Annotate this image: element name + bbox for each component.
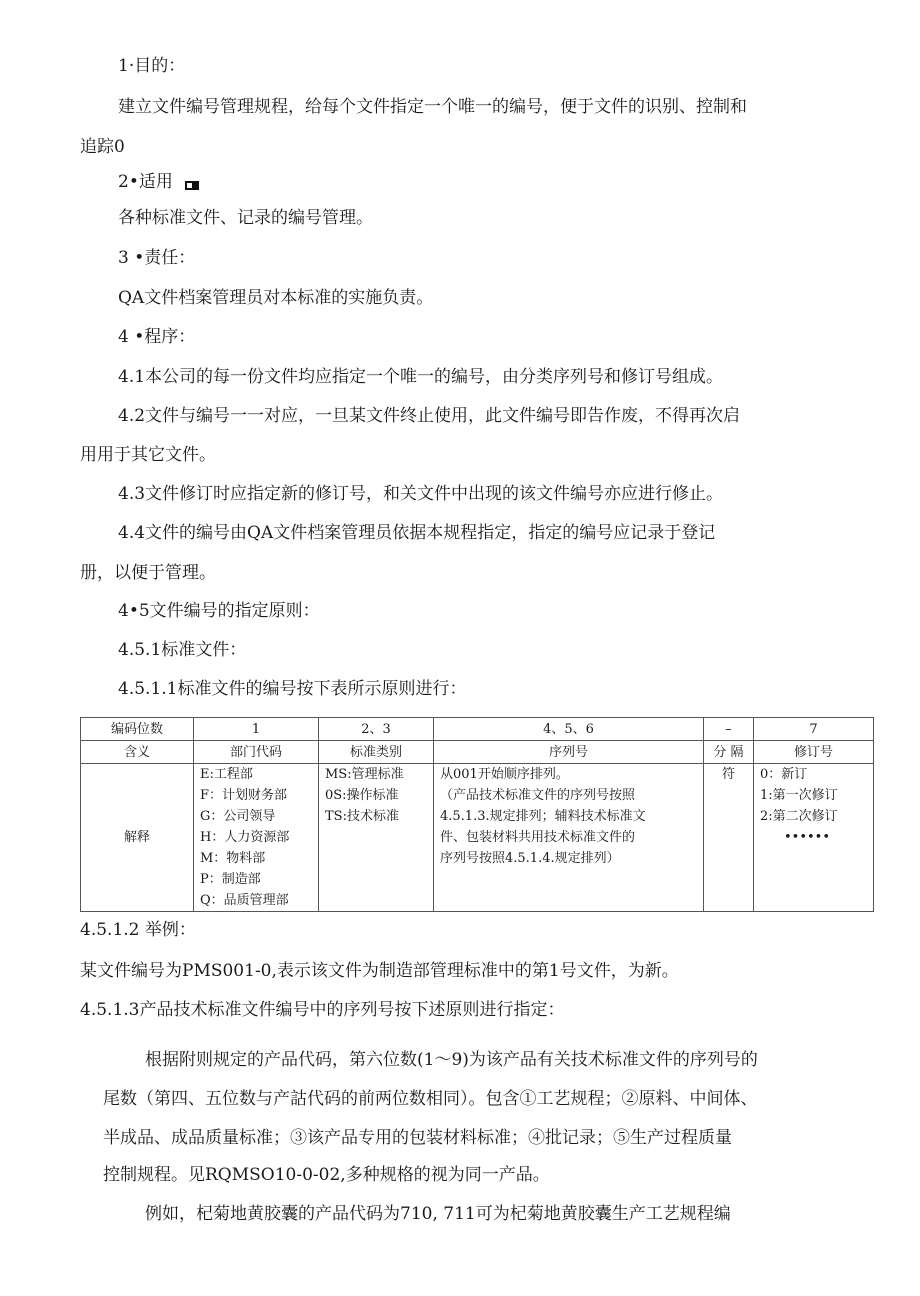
list-item: P：制造部 xyxy=(200,872,261,887)
list-item: 件、包装材料共用技术标准文件的 xyxy=(440,830,636,845)
example-rule-text: 例如，杞菊地黄胶囊的产品代码为710, 711可为杞菊地黄胶囊生产工艺规程编 xyxy=(145,1204,731,1224)
square-mark-icon xyxy=(185,181,199,190)
clause-4-5-1-2: 4.5.1.2 举例： xyxy=(80,920,196,940)
separator-cell: 符 xyxy=(704,764,754,912)
list-item: TS:技术标准 xyxy=(325,809,399,824)
heading-purpose: 1·目的： xyxy=(118,56,186,76)
list-item: MS:管理标准 xyxy=(325,767,404,782)
scope-text: 各种标准文件、记录的编号管理。 xyxy=(118,208,373,228)
list-item: 从001开始顺序排列。 xyxy=(440,767,569,782)
list-item: F：计划财务部 xyxy=(200,788,288,803)
heading-scope-label: 2•适用 xyxy=(118,172,173,192)
serial-number-cell xyxy=(434,764,704,912)
heading-scope xyxy=(118,171,199,193)
clause-4-4-line1: 4.4文件的编号由QA文件档案管理员依据本规程指定，指定的编号应记录于登记 xyxy=(118,523,716,543)
standard-category-cell xyxy=(319,764,434,912)
clause-4-5-1: 4.5.1标准文件： xyxy=(118,640,247,660)
table-cell: – xyxy=(704,718,754,741)
table-cell: 2、3 xyxy=(319,718,434,741)
clause-4-5-1-3: 4.5.1.3产品技术标准文件编号中的序列号按下述原则进行指定： xyxy=(80,1000,565,1020)
table-row xyxy=(81,741,874,764)
list-item: Q：品质管理部 xyxy=(200,893,289,908)
list-item: 1:第一次修订 xyxy=(760,788,838,803)
table-cell: 部门代码 xyxy=(194,741,319,764)
list-item: 序列号按照4.5.1.4.规定排列） xyxy=(440,851,620,866)
revision-cell xyxy=(754,764,874,912)
clause-4-5: 4•5文件编号的指定原则： xyxy=(118,601,320,621)
list-item: 0S:操作标准 xyxy=(325,788,399,803)
explanation-label: 解释 xyxy=(81,764,194,912)
rule-text-line3: 半成品、成品质量标准；③该产品专用的包装材料标准；④批记录；⑤生产过程质量 xyxy=(103,1128,732,1148)
list-item: M：物料部 xyxy=(200,851,266,866)
list-item: •••••• xyxy=(784,830,831,845)
table-cell: 序列号 xyxy=(434,741,704,764)
table-row xyxy=(81,718,874,741)
table-cell: 分 隔 xyxy=(704,741,754,764)
table-cell: 1 xyxy=(194,718,319,741)
list-item: E:工程部 xyxy=(200,767,253,782)
example-text: 某文件编号为PMS001-0,表示该文件为制造部管理标准中的第1号文件，为新。 xyxy=(80,961,679,981)
list-item: 0：新订 xyxy=(760,767,808,782)
numbering-rule-table xyxy=(80,717,874,912)
table-cell: 4、5、6 xyxy=(434,718,704,741)
rule-text-line2: 尾数（第四、五位数与产詁代码的前两位数相同）。包含①工艺规程；②原料、中间体、 xyxy=(103,1089,758,1109)
clause-4-3: 4.3文件修订时应指定新的修订号，和关文件中出现的该文件编号亦应进行修止。 xyxy=(118,484,724,504)
clause-4-2-line2: 用用于其它文件。 xyxy=(80,445,216,465)
clause-4-1: 4.1本公司的每一份文件均应指定一个唯一的编号，由分类序列号和修订号组成。 xyxy=(118,367,724,387)
heading-responsibility: 3 •责任： xyxy=(118,248,196,268)
list-item: G：公司领导 xyxy=(200,809,276,824)
clause-4-2-line1: 4.2文件与编号一一对应，一旦某文件终止使用，此文件编号即告作废，不得再次启 xyxy=(118,406,741,426)
purpose-text-line1: 建立文件编号管理规程，给每个文件指定一个唯一的编号，便于文件的识别、控制和 xyxy=(118,97,747,117)
responsibility-text: QA文件档案管理员对本标准的实施负责。 xyxy=(118,288,434,308)
department-codes-cell xyxy=(194,764,319,912)
table-cell: 含义 xyxy=(81,741,194,764)
list-item: 2:第二次修订 xyxy=(760,809,838,824)
table-cell: 修订号 xyxy=(754,741,874,764)
list-item: H：人力资源部 xyxy=(200,830,290,845)
purpose-text-line2: 追踪0 xyxy=(80,137,125,157)
table-cell: 7 xyxy=(754,718,874,741)
clause-4-4-line2: 册，以便于管理。 xyxy=(80,563,216,583)
table-cell: 标准类别 xyxy=(319,741,434,764)
rule-text-line1: 根据附则规定的产品代码，第六位数(1～9)为该产品有关技术标准文件的序列号的 xyxy=(145,1050,758,1070)
list-item: （产品技术标准文件的序列号按照 xyxy=(440,788,636,803)
table-row xyxy=(81,764,874,912)
rule-text-line4: 控制规程。见RQMSO10-0-02,多种规格的视为同一产品。 xyxy=(103,1165,550,1185)
clause-4-5-1-1: 4.5.1.1标准文件的编号按下表所示原则进行： xyxy=(118,679,467,699)
heading-procedure: 4 •程序： xyxy=(118,327,196,347)
list-item: 4.5.1.3.规定排列；辅料技术标准文 xyxy=(440,809,646,824)
table-cell: 编码位数 xyxy=(81,718,194,741)
